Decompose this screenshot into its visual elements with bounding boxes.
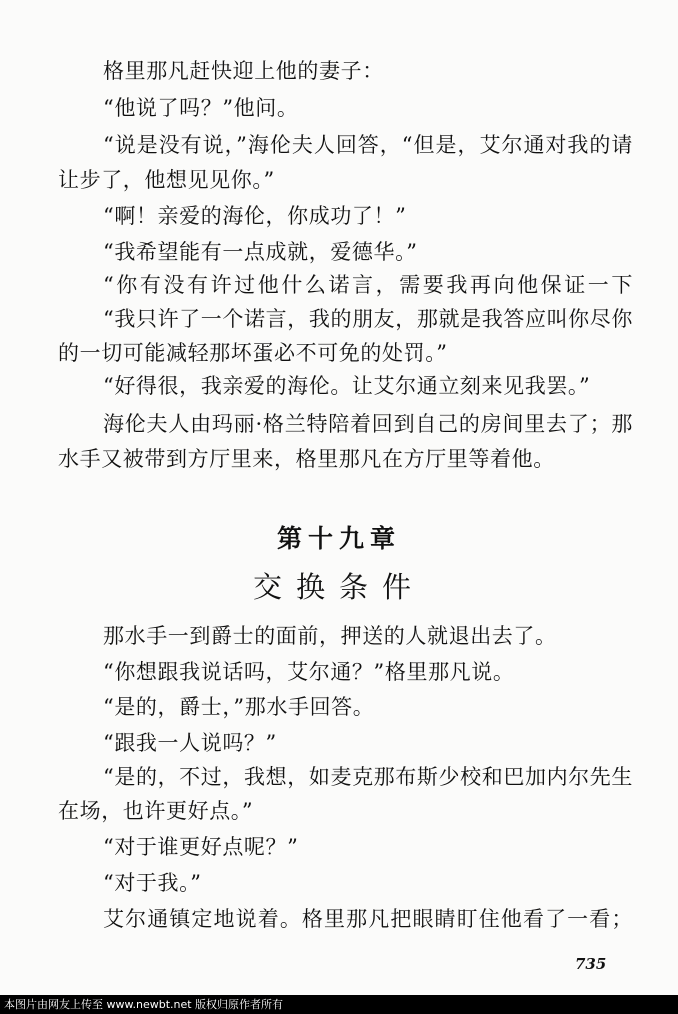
chapter-number: 第十九章 <box>276 524 401 553</box>
text-line: “好得很，我亲爱的海伦。让艾尔通立刻来见我罢。” <box>103 374 591 398</box>
text-line: 的一切可能减轻那坏蛋必不可免的处罚。” <box>58 341 448 365</box>
text-line: 在场，也许更好点。” <box>58 799 254 823</box>
text-line: 格里那凡赶快迎上他的妻子： <box>103 59 384 83</box>
text-line: 让步了，他想见见你。” <box>58 168 275 192</box>
text-line: 艾尔通镇定地说着。格里那凡把眼睛盯住他看了一看； <box>103 907 633 931</box>
text-line: “他说了吗？”他问。 <box>103 96 299 120</box>
text-line: “是的，爵士，”那水手回答。 <box>103 695 375 719</box>
text-line: “对于谁更好点呢？” <box>103 835 299 859</box>
text-line: “说是没有说，”海伦夫人回答，“但是，艾尔通对我的请 <box>103 133 633 157</box>
text-line: “对于我。” <box>103 871 202 895</box>
text-line: “我希望能有一点成就，爱德华。” <box>103 240 418 264</box>
page-number: 735 <box>575 955 607 973</box>
text-line: “你有没有许过他什么诺言，需要我再向他保证一下 <box>103 273 633 297</box>
text-line: 那水手一到爵士的面前，押送的人就退出去了。 <box>103 624 557 648</box>
text-line: “我只许了一个诺言，我的朋友，那就是我答应叫你尽你 <box>103 307 633 331</box>
text-line: 水手又被带到方厅里来，格里那凡在方厅里等着他。 <box>58 447 555 471</box>
chapter-title: 交换条件 <box>252 570 425 604</box>
text-line: “跟我一人说吗？” <box>103 731 277 755</box>
text-line: “啊！亲爱的海伦，你成功了！” <box>103 204 407 228</box>
watermark-footer: 本图片由网友上传至 www.newbt.net 版权归原作者所有 <box>0 995 678 1014</box>
text-line: 海伦夫人由玛丽·格兰特陪着回到自己的房间里去了；那 <box>103 412 633 436</box>
text-line: “你想跟我说话吗，艾尔通？”格里那凡说。 <box>103 660 515 684</box>
text-line: “是的，不过，我想，如麦克那布斯少校和巴加内尔先生 <box>103 765 633 789</box>
